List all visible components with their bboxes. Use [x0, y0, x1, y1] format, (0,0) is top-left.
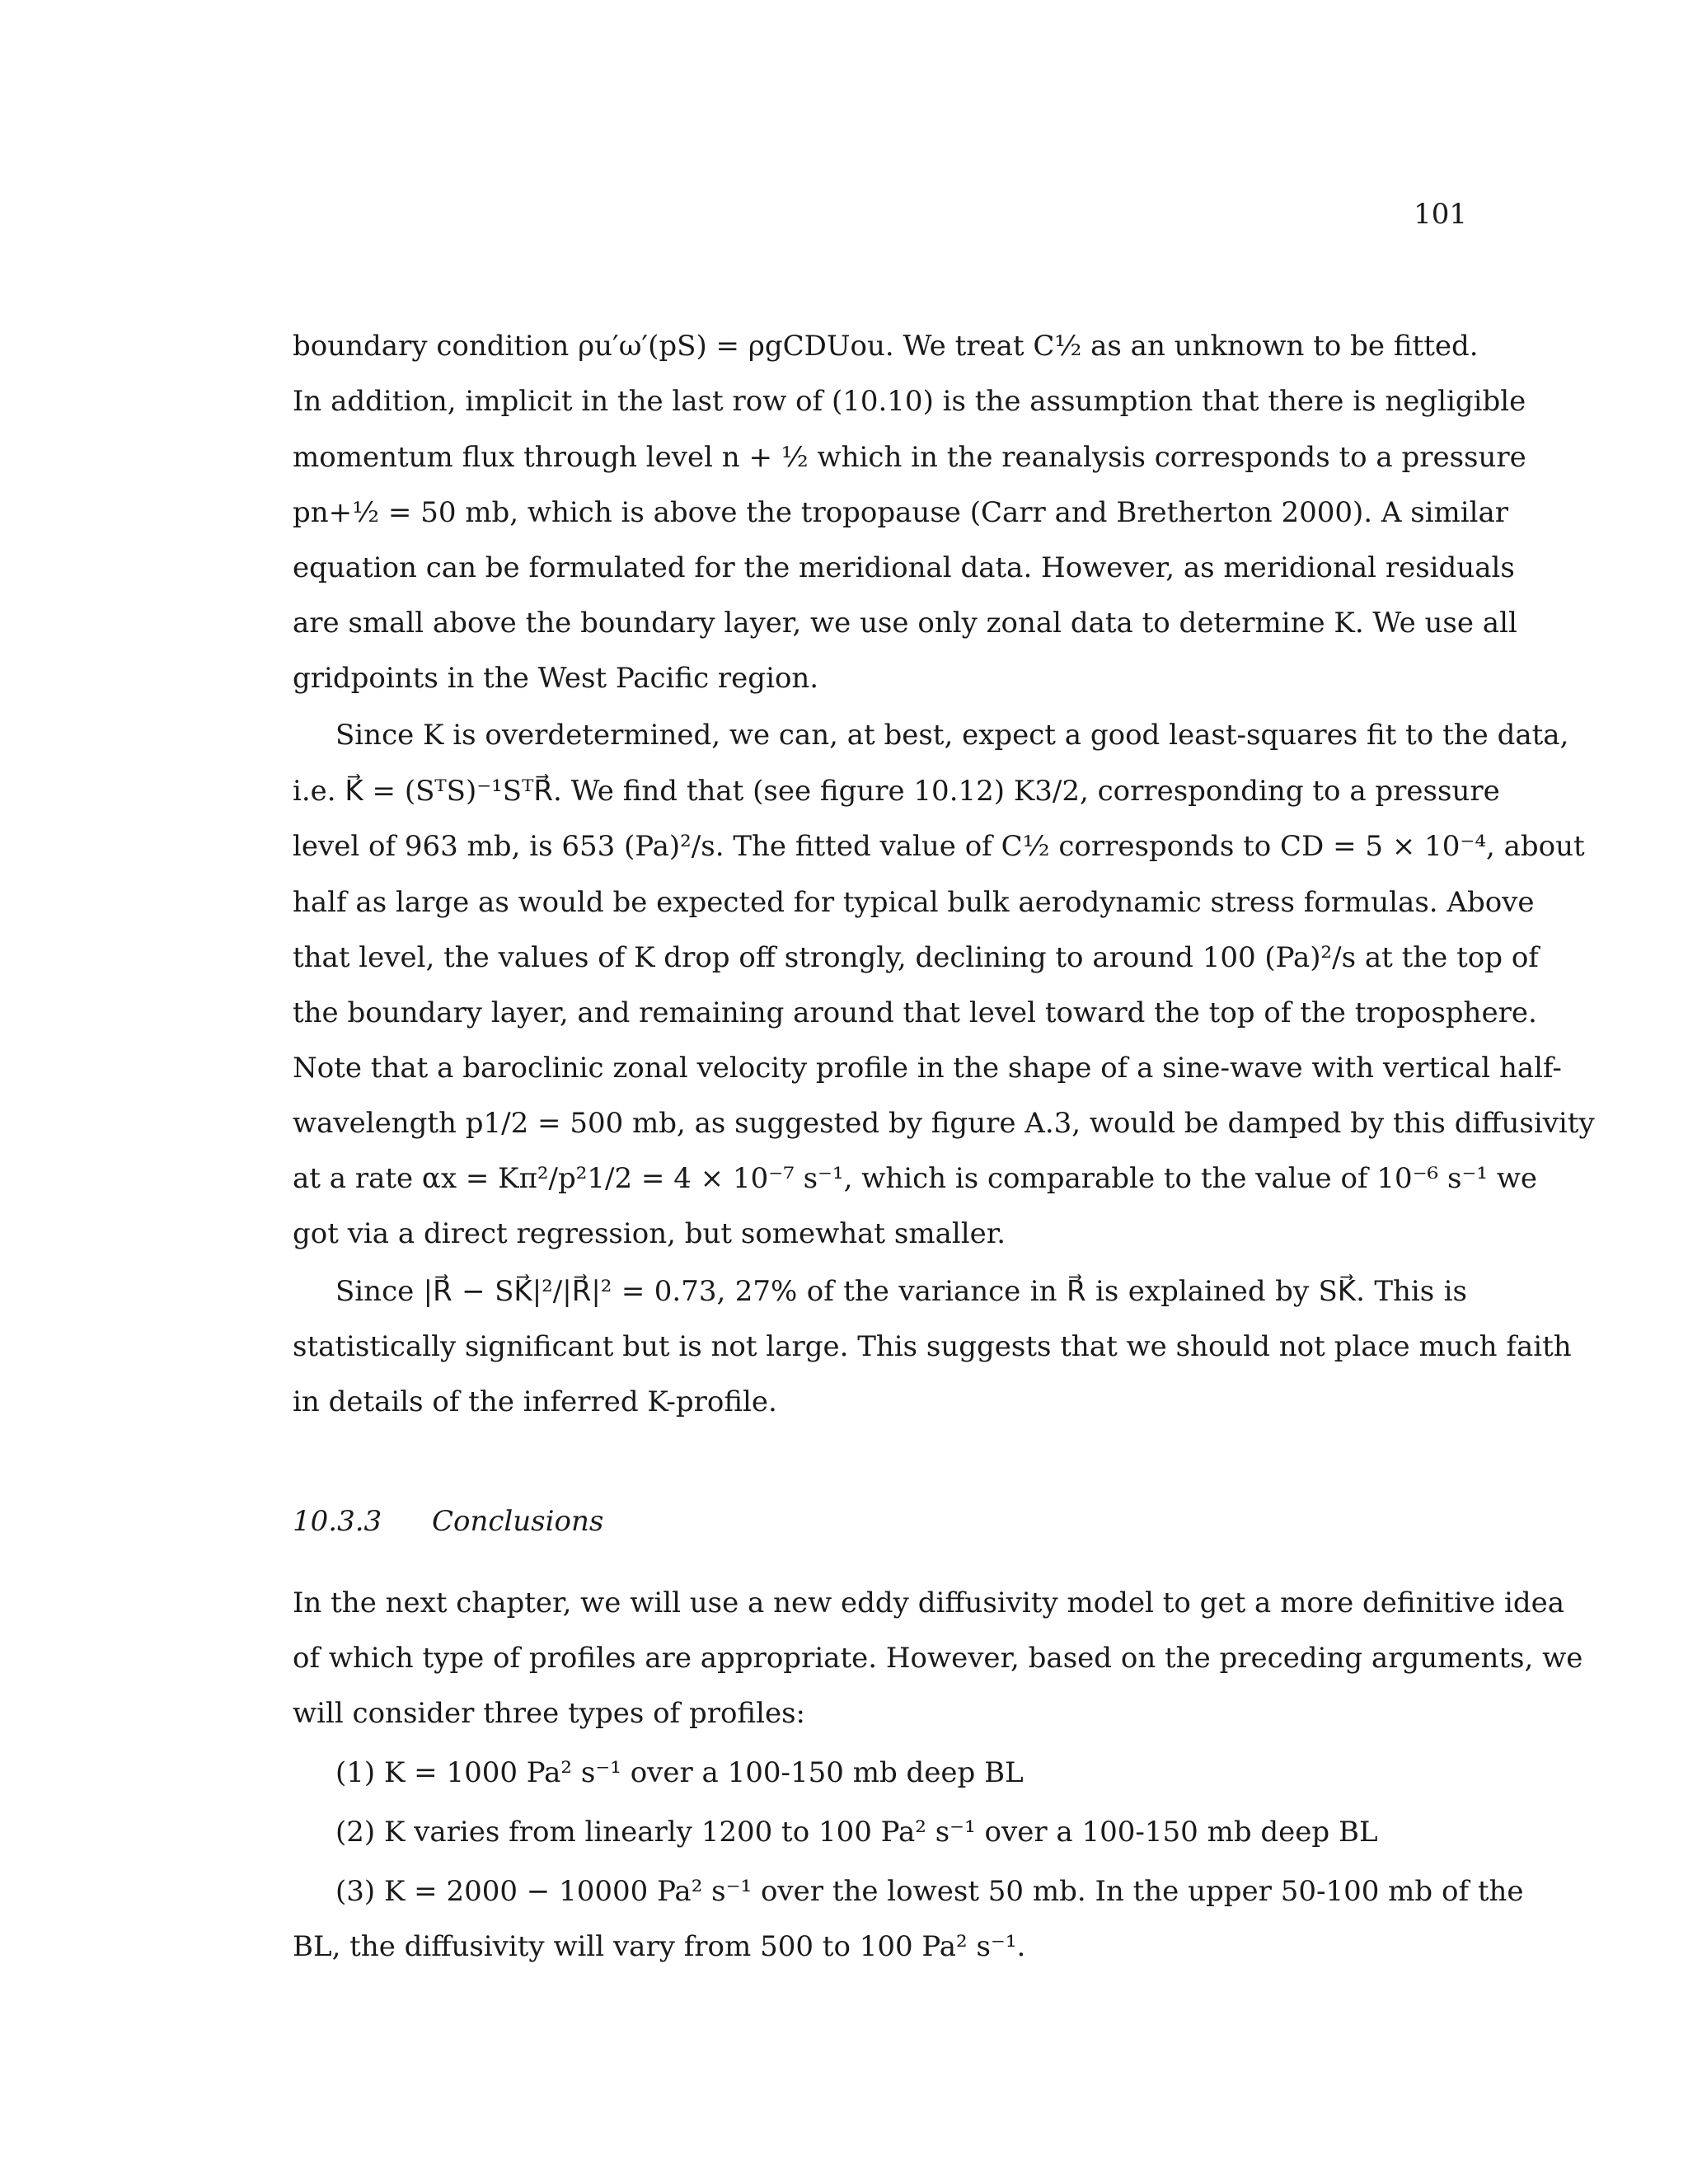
- text-line: pn+½ = 50 mb, which is above the tropopause (Carr and Bretherton 2000). A similar: [293, 496, 1509, 529]
- section-number: 10.3.3: [293, 1505, 382, 1538]
- text-line: will consider three types of profiles:: [293, 1697, 806, 1730]
- text-line: wavelength p1/2 = 500 mb, as suggested by figure A.3, would be damped by this diffusivity: [293, 1107, 1595, 1140]
- text-line: Note that a baroclinic zonal velocity profile in the shape of a sine-wave with vertical half-: [293, 1052, 1562, 1085]
- text-line: momentum flux through level n + ½ which in the reanalysis corresponds to a pressure: [293, 441, 1526, 474]
- page-number: 101: [1414, 198, 1467, 231]
- text-line: i.e. K⃗ = (SᵀS)⁻¹SᵀR⃗. We find that (see figure 10.12) K3/2, corresponding to a pressure: [293, 775, 1500, 808]
- text-line: half as large as would be expected for typical bulk aerodynamic stress formulas. Above: [293, 886, 1535, 919]
- text-line: the boundary layer, and remaining around that level toward the top of the troposphere.: [293, 996, 1537, 1029]
- text-line: in details of the inferred K-profile.: [293, 1385, 777, 1418]
- text-line: that level, the values of K drop off strongly, declining to around 100 (Pa)²/s at the top of: [293, 941, 1539, 974]
- text-line: In the next chapter, we will use a new eddy diffusivity model to get a more definitive idea: [293, 1586, 1565, 1619]
- text-line: statistically significant but is not large. This suggests that we should not place much faith: [293, 1330, 1572, 1363]
- text-line: at a rate αx = Kπ²/p²1/2 = 4 × 10⁻⁷ s⁻¹, which is comparable to the value of 10⁻⁶ s⁻¹ we: [293, 1162, 1538, 1195]
- text-line: of which type of profiles are appropriate. However, based on the preceding arguments, we: [293, 1642, 1583, 1675]
- list-item: (2) K varies from linearly 1200 to 100 Pa² s⁻¹ over a 100-150 mb deep BL: [335, 1816, 1378, 1849]
- section-heading: [293, 1505, 603, 1538]
- text-line: Since K is overdetermined, we can, at best, expect a good least-squares fit to the data,: [335, 719, 1569, 752]
- list-item: (3) K = 2000 − 10000 Pa² s⁻¹ over the lowest 50 mb. In the upper 50-100 mb of the: [335, 1875, 1524, 1908]
- list-item-continuation: BL, the diffusivity will vary from 500 to 100 Pa² s⁻¹.: [293, 1930, 1026, 1963]
- text-line: In addition, implicit in the last row of (10.10) is the assumption that there is negligible: [293, 385, 1526, 418]
- text-line: got via a direct regression, but somewhat smaller.: [293, 1217, 1006, 1250]
- section-title: Conclusions: [431, 1505, 604, 1538]
- list-item: (1) K = 1000 Pa² s⁻¹ over a 100-150 mb deep BL: [335, 1756, 1024, 1789]
- text-line: are small above the boundary layer, we use only zonal data to determine K. We use all: [293, 607, 1517, 640]
- text-line: Since |R⃗ − SK⃗|²/|R⃗|² = 0.73, 27% of the variance in R⃗ is explained by SK⃗. This is: [335, 1275, 1467, 1308]
- text-line: boundary condition ρu′ω′(pS) = ρgCDUou. We treat C½ as an unknown to be fitted.: [293, 330, 1479, 363]
- text-line: level of 963 mb, is 653 (Pa)²/s. The fitted value of C½ corresponds to CD = 5 × 10⁻⁴, about: [293, 830, 1585, 863]
- text-line: gridpoints in the West Pacific region.: [293, 662, 819, 695]
- text-line: equation can be formulated for the meridional data. However, as meridional residuals: [293, 551, 1515, 584]
